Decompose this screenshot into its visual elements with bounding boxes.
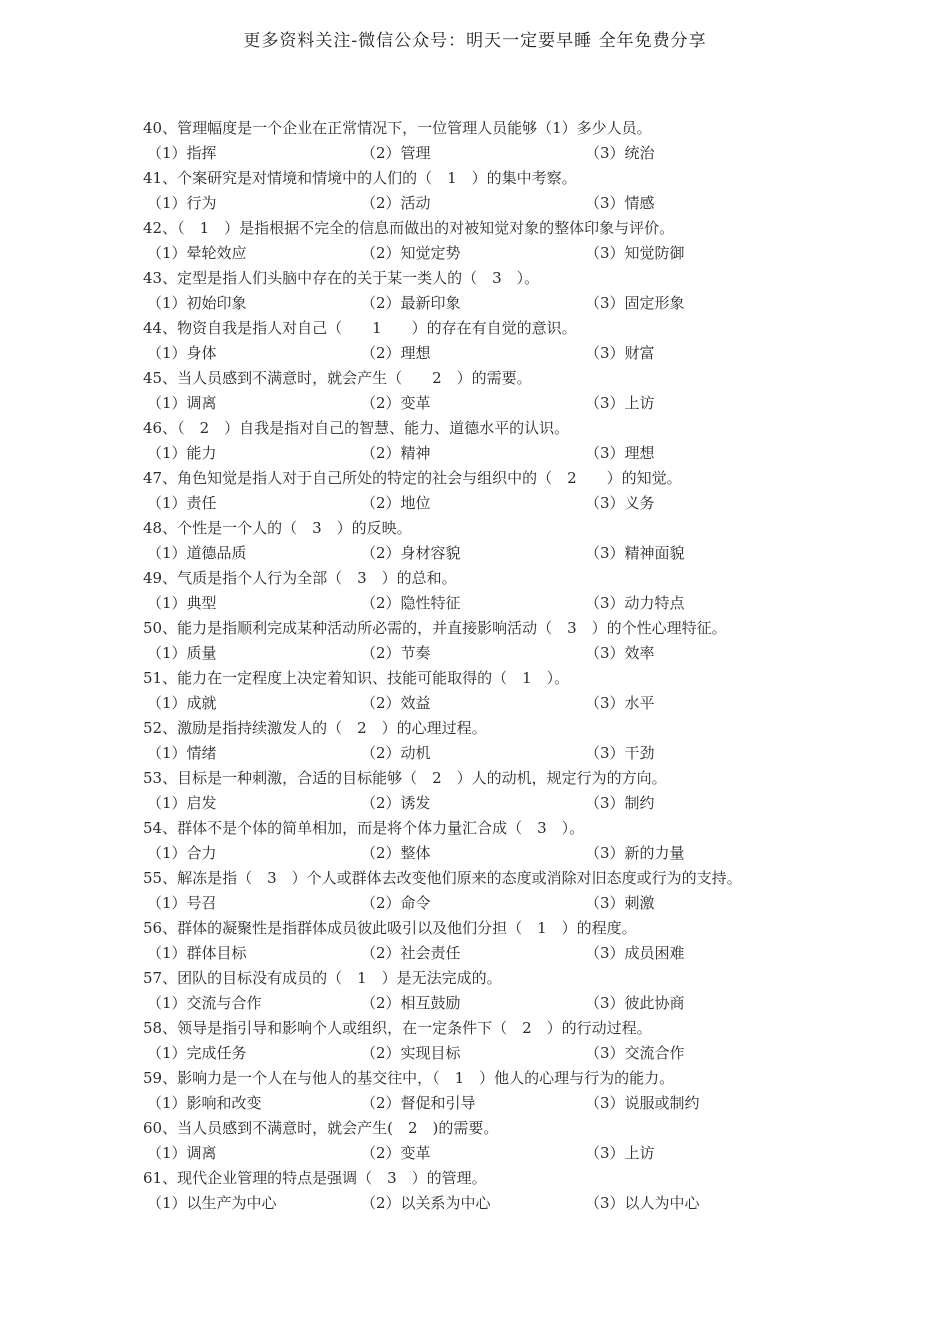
option-3: （3）动力特点 — [585, 594, 685, 612]
question-block — [143, 816, 833, 866]
question-block — [143, 1016, 833, 1066]
question-options — [143, 691, 833, 716]
question-block — [143, 916, 833, 966]
option-1: （1）责任 — [147, 494, 217, 512]
question-stem: 59、影响力是一个人在与他人的基交往中，（ 1 ）他人的心理与行为的能力。 — [143, 1069, 675, 1087]
option-1: （1）以生产为中心 — [147, 1194, 277, 1212]
option-1: （1）行为 — [147, 194, 217, 212]
option-1: （1）合力 — [147, 844, 217, 862]
question-stem: 45、当人员感到不满意时，就会产生（ 2 ）的需要。 — [143, 369, 532, 387]
option-2: （2）节奏 — [361, 644, 431, 662]
option-1: （1）启发 — [147, 794, 217, 812]
option-3: （3）统治 — [585, 144, 655, 162]
question-block — [143, 866, 833, 916]
option-3: （3）成员困难 — [585, 944, 685, 962]
option-3: （3）新的力量 — [585, 844, 685, 862]
question-stem: 54、群体不是个体的简单相加，而是将个体力量汇合成（ 3 ）。 — [143, 819, 585, 837]
question-stem: 48、个性是一个人的（ 3 ）的反映。 — [143, 519, 412, 537]
question-block — [143, 166, 833, 216]
option-3: （3）刺激 — [585, 894, 655, 912]
option-2: （2）身材容貌 — [361, 544, 461, 562]
option-2: （2）知觉定势 — [361, 244, 461, 262]
question-block — [143, 616, 833, 666]
option-3: （3）上访 — [585, 1144, 655, 1162]
question-options — [143, 441, 833, 466]
question-options — [143, 1091, 833, 1116]
question-options — [143, 741, 833, 766]
question-block — [143, 216, 833, 266]
option-1: （1）影响和改变 — [147, 1094, 262, 1112]
option-1: （1）完成任务 — [147, 1044, 247, 1062]
question-stem: 60、当人员感到不满意时，就会产生( 2 )的需要。 — [143, 1119, 499, 1137]
option-3: （3）干劲 — [585, 744, 655, 762]
question-options — [143, 391, 833, 416]
option-1: （1）道德品质 — [147, 544, 247, 562]
question-block — [143, 316, 833, 366]
question-options — [143, 291, 833, 316]
option-2: （2）命令 — [361, 894, 431, 912]
option-3: （3）说服或制约 — [585, 1094, 700, 1112]
question-list — [143, 116, 833, 1216]
option-2: （2）效益 — [361, 694, 431, 712]
question-options — [143, 991, 833, 1016]
option-2: （2）相互鼓励 — [361, 994, 461, 1012]
question-stem: 47、角色知觉是指人对于自己所处的特定的社会与组织中的（ 2 ）的知觉。 — [143, 469, 682, 487]
option-2: （2）变革 — [361, 1144, 431, 1162]
option-3: （3）水平 — [585, 694, 655, 712]
option-2: （2）隐性特征 — [361, 594, 461, 612]
question-options — [143, 491, 833, 516]
option-3: （3）知觉防御 — [585, 244, 685, 262]
option-3: （3）效率 — [585, 644, 655, 662]
option-2: （2）实现目标 — [361, 1044, 461, 1062]
option-2: （2）地位 — [361, 494, 431, 512]
question-block — [143, 966, 833, 1016]
option-1: （1）指挥 — [147, 144, 217, 162]
question-block — [143, 1066, 833, 1116]
question-stem: 55、解冻是指（ 3 ）个人或群体去改变他们原来的态度或消除对旧态度或行为的支持。 — [143, 869, 742, 887]
option-1: （1）晕轮效应 — [147, 244, 247, 262]
question-block — [143, 416, 833, 466]
question-options — [143, 791, 833, 816]
option-1: （1）能力 — [147, 444, 217, 462]
question-options — [143, 591, 833, 616]
question-stem: 49、气质是指个人行为全部（ 3 ）的总和。 — [143, 569, 457, 587]
option-1: （1）群体目标 — [147, 944, 247, 962]
question-stem: 56、群体的凝聚性是指群体成员彼此吸引以及他们分担（ 1 ）的程度。 — [143, 919, 637, 937]
question-options — [143, 1191, 833, 1216]
question-stem: 57、团队的目标没有成员的（ 1 ）是无法完成的。 — [143, 969, 502, 987]
question-stem: 61、现代企业管理的特点是强调（ 3 ）的管理。 — [143, 1169, 487, 1187]
question-stem: 43、定型是指人们头脑中存在的关于某一类人的（ 3 ）。 — [143, 269, 540, 287]
question-options — [143, 941, 833, 966]
question-options — [143, 1141, 833, 1166]
question-options — [143, 241, 833, 266]
option-1: （1）质量 — [147, 644, 217, 662]
question-options — [143, 341, 833, 366]
question-block — [143, 666, 833, 716]
option-2: （2）理想 — [361, 344, 431, 362]
option-3: （3）理想 — [585, 444, 655, 462]
question-block — [143, 1166, 833, 1216]
option-2: （2）社会责任 — [361, 944, 461, 962]
question-stem: 42、（ 1 ）是指根据不完全的信息而做出的对被知觉对象的整体印象与评价。 — [143, 219, 675, 237]
option-3: （3）制约 — [585, 794, 655, 812]
option-1: （1）成就 — [147, 694, 217, 712]
option-2: （2）以关系为中心 — [361, 1194, 491, 1212]
option-2: （2）督促和引导 — [361, 1094, 476, 1112]
option-2: （2）整体 — [361, 844, 431, 862]
question-options — [143, 841, 833, 866]
option-3: （3）义务 — [585, 494, 655, 512]
option-3: （3）以人为中心 — [585, 1194, 700, 1212]
option-2: （2）活动 — [361, 194, 431, 212]
question-stem: 58、领导是指引导和影响个人或组织，在一定条件下（ 2 ）的行动过程。 — [143, 1019, 652, 1037]
question-options — [143, 891, 833, 916]
question-options — [143, 1041, 833, 1066]
option-3: （3）财富 — [585, 344, 655, 362]
question-block — [143, 566, 833, 616]
option-1: （1）交流与合作 — [147, 994, 262, 1012]
question-options — [143, 191, 833, 216]
option-1: （1）号召 — [147, 894, 217, 912]
question-block — [143, 366, 833, 416]
option-3: （3）交流合作 — [585, 1044, 685, 1062]
question-options — [143, 541, 833, 566]
option-1: （1）身体 — [147, 344, 217, 362]
option-3: （3）上访 — [585, 394, 655, 412]
option-3: （3）情感 — [585, 194, 655, 212]
option-3: （3）彼此协商 — [585, 994, 685, 1012]
question-options — [143, 141, 833, 166]
option-1: （1）初始印象 — [147, 294, 247, 312]
option-2: （2）管理 — [361, 144, 431, 162]
question-block — [143, 716, 833, 766]
option-1: （1）调离 — [147, 1144, 217, 1162]
question-block — [143, 466, 833, 516]
option-2: （2）最新印象 — [361, 294, 461, 312]
question-block — [143, 1116, 833, 1166]
question-options — [143, 641, 833, 666]
question-stem: 51、能力在一定程度上决定着知识、技能可能取得的（ 1 ）。 — [143, 669, 570, 687]
question-stem: 44、物资自我是指人对自己（ 1 ）的存在有自觉的意识。 — [143, 319, 577, 337]
question-stem: 40、管理幅度是一个企业在正常情况下，一位管理人员能够（1）多少人员。 — [143, 119, 652, 137]
option-1: （1）典型 — [147, 594, 217, 612]
question-stem: 52、激励是指持续激发人的（ 2 ）的心理过程。 — [143, 719, 487, 737]
option-2: （2）动机 — [361, 744, 431, 762]
option-2: （2）精神 — [361, 444, 431, 462]
option-1: （1）调离 — [147, 394, 217, 412]
question-block — [143, 766, 833, 816]
option-2: （2）变革 — [361, 394, 431, 412]
option-2: （2）诱发 — [361, 794, 431, 812]
question-block — [143, 266, 833, 316]
page-header: 更多资料关注-微信公众号：明天一定要早睡 全年免费分享 — [243, 31, 707, 51]
question-stem: 46、（ 2 ）自我是指对自己的智慧、能力、道德水平的认识。 — [143, 419, 570, 437]
question-block — [143, 116, 833, 166]
option-3: （3）精神面貌 — [585, 544, 685, 562]
question-stem: 50、能力是指顺利完成某种活动所必需的，并直接影响活动（ 3 ）的个性心理特征。 — [143, 619, 727, 637]
question-stem: 53、目标是一种刺激，合适的目标能够（ 2 ）人的动机，规定行为的方向。 — [143, 769, 667, 787]
question-stem: 41、个案研究是对情境和情境中的人们的（ 1 ）的集中考察。 — [143, 169, 577, 187]
option-1: （1）情绪 — [147, 744, 217, 762]
option-3: （3）固定形象 — [585, 294, 685, 312]
question-block — [143, 516, 833, 566]
